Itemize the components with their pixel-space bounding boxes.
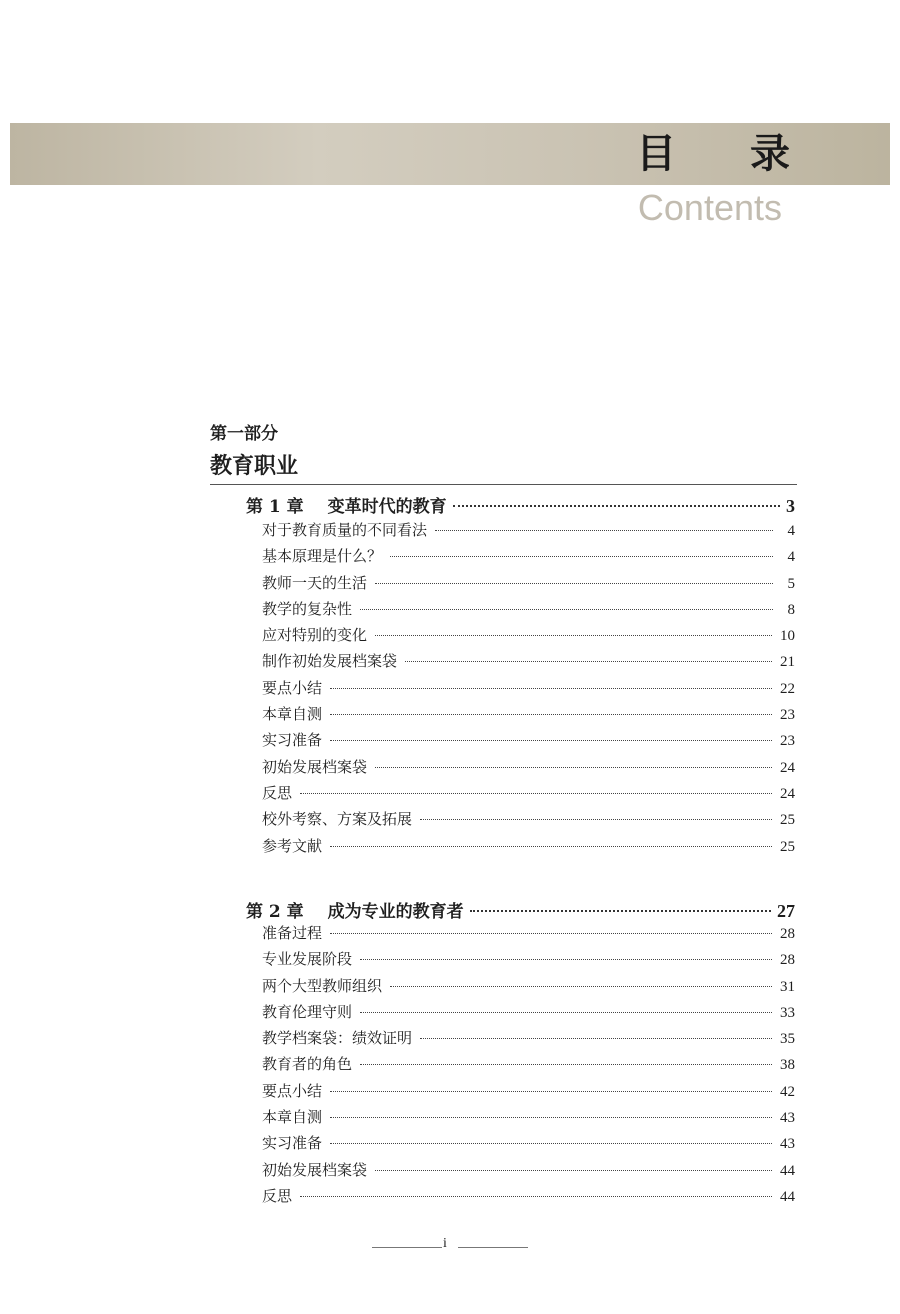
dot-leader — [420, 819, 772, 820]
toc-entry[interactable] — [262, 545, 795, 571]
toc-entry-label: 专业发展阶段 — [262, 950, 353, 969]
toc-entry[interactable] — [262, 1106, 795, 1132]
dot-leader — [375, 635, 772, 636]
toc-entry-label: 校外考察、方案及拓展 — [262, 810, 413, 829]
toc-entry-page: 44 — [780, 1188, 795, 1205]
toc-entry-page: 28 — [780, 952, 795, 969]
dot-leader — [360, 1064, 772, 1065]
toc-entry-page: 44 — [780, 1162, 795, 1179]
dot-leader — [360, 609, 773, 610]
toc-entry-page: 5 — [787, 575, 795, 592]
toc-entry[interactable] — [262, 677, 795, 703]
dot-leader — [330, 688, 772, 689]
page-subtitle: Contents — [637, 187, 782, 228]
dot-leader — [435, 530, 773, 531]
toc-entry-page: 22 — [780, 680, 795, 697]
chapter-page: 3 — [786, 496, 795, 516]
toc-entry-page: 25 — [780, 812, 795, 829]
toc-entry[interactable] — [262, 703, 795, 729]
toc-entry[interactable] — [262, 1053, 795, 1079]
dot-leader — [360, 1012, 772, 1013]
chapter-heading[interactable] — [246, 897, 795, 922]
dot-leader — [330, 1117, 772, 1118]
toc-entry-page: 31 — [780, 978, 795, 995]
toc-entry-label: 初始发展档案袋 — [262, 1160, 368, 1179]
toc-entry-label: 应对特别的变化 — [262, 626, 368, 645]
toc-entry[interactable] — [262, 1132, 795, 1158]
chapter-entries — [262, 519, 795, 861]
toc-entry[interactable] — [262, 1185, 795, 1211]
dot-leader — [390, 986, 772, 987]
toc-entry-label: 教学档案袋：绩效证明 — [262, 1029, 413, 1048]
toc-entry-label: 实习准备 — [262, 731, 323, 750]
chapter-title: 成为专业的教育者 — [327, 902, 464, 922]
toc-entry[interactable] — [262, 835, 795, 861]
toc-entry-label: 准备过程 — [262, 924, 323, 942]
toc-entry-page: 35 — [780, 1031, 795, 1048]
dot-leader — [330, 846, 772, 847]
dot-leader — [390, 556, 773, 557]
part-title: 教育职业 — [210, 454, 299, 479]
toc-entry-label: 教学的复杂性 — [262, 599, 353, 618]
page-title: 目 录 — [636, 131, 820, 177]
toc-entry[interactable] — [262, 1159, 795, 1185]
dot-leader — [330, 1091, 772, 1092]
toc-entry-label: 反思 — [262, 783, 293, 802]
toc-entry-page: 8 — [787, 601, 795, 618]
toc-entry[interactable] — [262, 782, 795, 808]
dot-leader — [330, 740, 772, 741]
dot-leader — [470, 910, 771, 912]
dot-leader — [330, 1143, 772, 1144]
toc-entry[interactable] — [262, 519, 795, 545]
toc-entry[interactable] — [262, 756, 795, 782]
toc-entry-page: 4 — [787, 523, 795, 539]
toc-entry[interactable] — [262, 922, 795, 948]
chapter-number: 第 1 章 — [246, 497, 304, 517]
toc-entry[interactable] — [262, 650, 795, 676]
dot-leader — [375, 1170, 772, 1171]
footer-ornament-left — [372, 1247, 442, 1248]
dot-leader — [375, 767, 772, 768]
toc-entry-label: 教育伦理守则 — [262, 1002, 353, 1021]
footer-page-number: i — [443, 1236, 447, 1251]
toc-entry-page: 10 — [780, 628, 795, 645]
toc-entry-label: 要点小结 — [262, 1081, 323, 1100]
toc-entry-page: 38 — [780, 1057, 795, 1074]
dot-leader — [405, 661, 772, 662]
toc-entry-page: 25 — [780, 838, 795, 855]
toc-entry[interactable] — [262, 948, 795, 974]
dot-leader — [300, 793, 772, 794]
footer-ornament-right — [458, 1247, 528, 1248]
chapter-entries — [262, 922, 795, 1211]
part-divider — [210, 484, 797, 485]
part-label: 第一部分 — [210, 424, 278, 444]
toc-entry-label: 对于教育质量的不同看法 — [262, 521, 428, 539]
toc-entry-label: 实习准备 — [262, 1134, 323, 1153]
toc-entry-label: 两个大型教师组织 — [262, 976, 383, 995]
toc-entry-page: 4 — [787, 549, 795, 566]
toc-entry-label: 教师一天的生活 — [262, 573, 368, 592]
toc-entry-page: 23 — [780, 707, 795, 724]
toc-entry-label: 要点小结 — [262, 678, 323, 697]
toc-entry[interactable] — [262, 1001, 795, 1027]
toc-entry[interactable] — [262, 975, 795, 1001]
toc-entry[interactable] — [262, 808, 795, 834]
toc-entry-page: 28 — [780, 926, 795, 942]
toc-entry-page: 43 — [780, 1110, 795, 1127]
toc-entry-page: 42 — [780, 1083, 795, 1100]
toc-entry-page: 21 — [780, 654, 795, 671]
toc-entry-page: 23 — [780, 733, 795, 750]
toc-entry-label: 参考文献 — [262, 836, 323, 855]
dot-leader — [330, 933, 772, 934]
toc-entry[interactable] — [262, 729, 795, 755]
toc-entry-label: 本章自测 — [262, 1108, 323, 1127]
toc-entry[interactable] — [262, 572, 795, 598]
toc-entry-page: 33 — [780, 1004, 795, 1021]
toc-entry-page: 24 — [780, 785, 795, 802]
toc-entry[interactable] — [262, 1080, 795, 1106]
toc-entry-label: 基本原理是什么？ — [262, 547, 383, 566]
dot-leader — [375, 583, 773, 584]
toc-entry-page: 43 — [780, 1136, 795, 1153]
toc-entry[interactable] — [262, 624, 795, 650]
chapter-title: 变革时代的教育 — [327, 497, 447, 517]
chapter-number: 第 2 章 — [246, 902, 304, 922]
toc-entry-label: 初始发展档案袋 — [262, 757, 368, 776]
dot-leader — [420, 1038, 772, 1039]
toc-entry-page: 24 — [780, 759, 795, 776]
chapter-heading[interactable] — [246, 492, 795, 517]
toc-entry[interactable] — [262, 598, 795, 624]
toc-entry-label: 反思 — [262, 1186, 293, 1205]
dot-leader — [360, 959, 772, 960]
toc-entry-label: 本章自测 — [262, 705, 323, 724]
dot-leader — [453, 505, 780, 507]
dot-leader — [300, 1196, 772, 1197]
toc-entry-label: 教育者的角色 — [262, 1055, 353, 1074]
chapter-page: 27 — [777, 901, 795, 921]
dot-leader — [330, 714, 772, 715]
toc-entry[interactable] — [262, 1027, 795, 1053]
toc-entry-label: 制作初始发展档案袋 — [262, 652, 398, 671]
